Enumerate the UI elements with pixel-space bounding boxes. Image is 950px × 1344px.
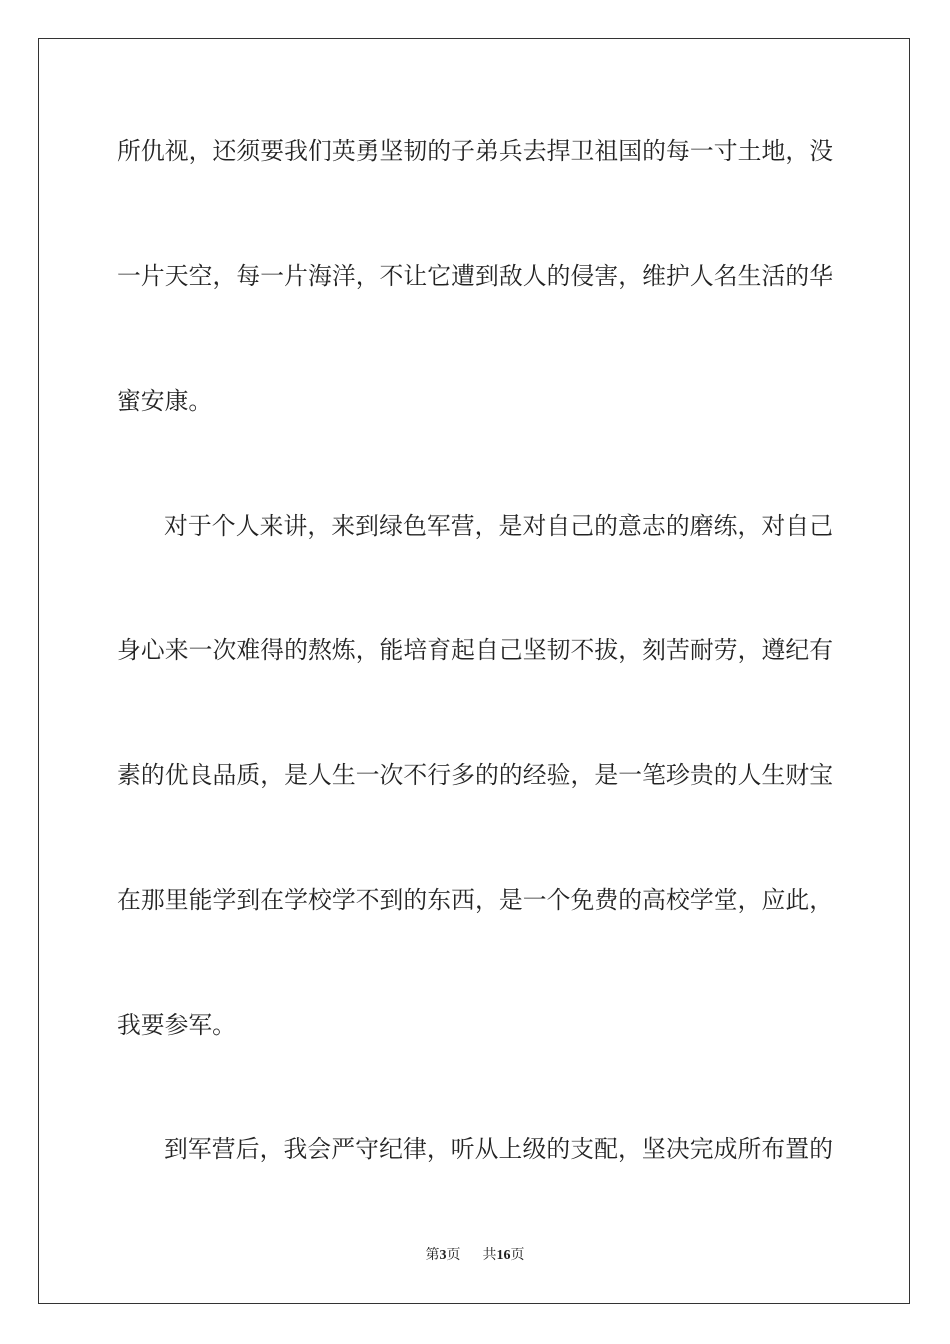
- page-border: [38, 38, 910, 1304]
- body-text-line: 我要参军。: [117, 1011, 236, 1039]
- page-label-prefix: 第: [425, 1247, 440, 1263]
- body-text-line: 身心来一次难得的熬炼，能培育起自己坚韧不拔，刻苦耐劳，遵纪有: [117, 636, 833, 664]
- total-pages: 16: [496, 1248, 511, 1263]
- body-text-line: 在那里能学到在学校学不到的东西，是一个免费的高校学堂，应此，: [117, 886, 833, 914]
- body-text-line: 素的优良品质，是人生一次不行多的的经验，是一笔珍贵的人生财宝: [117, 761, 833, 789]
- body-text-line: 蜜安康。: [117, 387, 213, 415]
- page-footer: [0, 1246, 950, 1265]
- body-text-line: 一片天空，每一片海洋，不让它遭到敌人的侵害，维护人名生活的华: [117, 262, 833, 290]
- total-label-prefix: 共: [482, 1247, 497, 1263]
- total-label-suffix: 页: [510, 1247, 525, 1263]
- page-label-suffix: 页: [446, 1247, 461, 1263]
- page-number: 3: [439, 1248, 447, 1263]
- paragraph-first-line: 对于个人来讲，来到绿色军营，是对自己的意志的磨练，对自己: [164, 512, 833, 540]
- paragraph-first-line: 到军营后，我会严守纪律，听从上级的支配，坚决完成所布置的: [164, 1135, 833, 1163]
- body-text-line: 所仇视，还须要我们英勇坚韧的子弟兵去捍卫祖国的每一寸土地，没: [117, 137, 833, 165]
